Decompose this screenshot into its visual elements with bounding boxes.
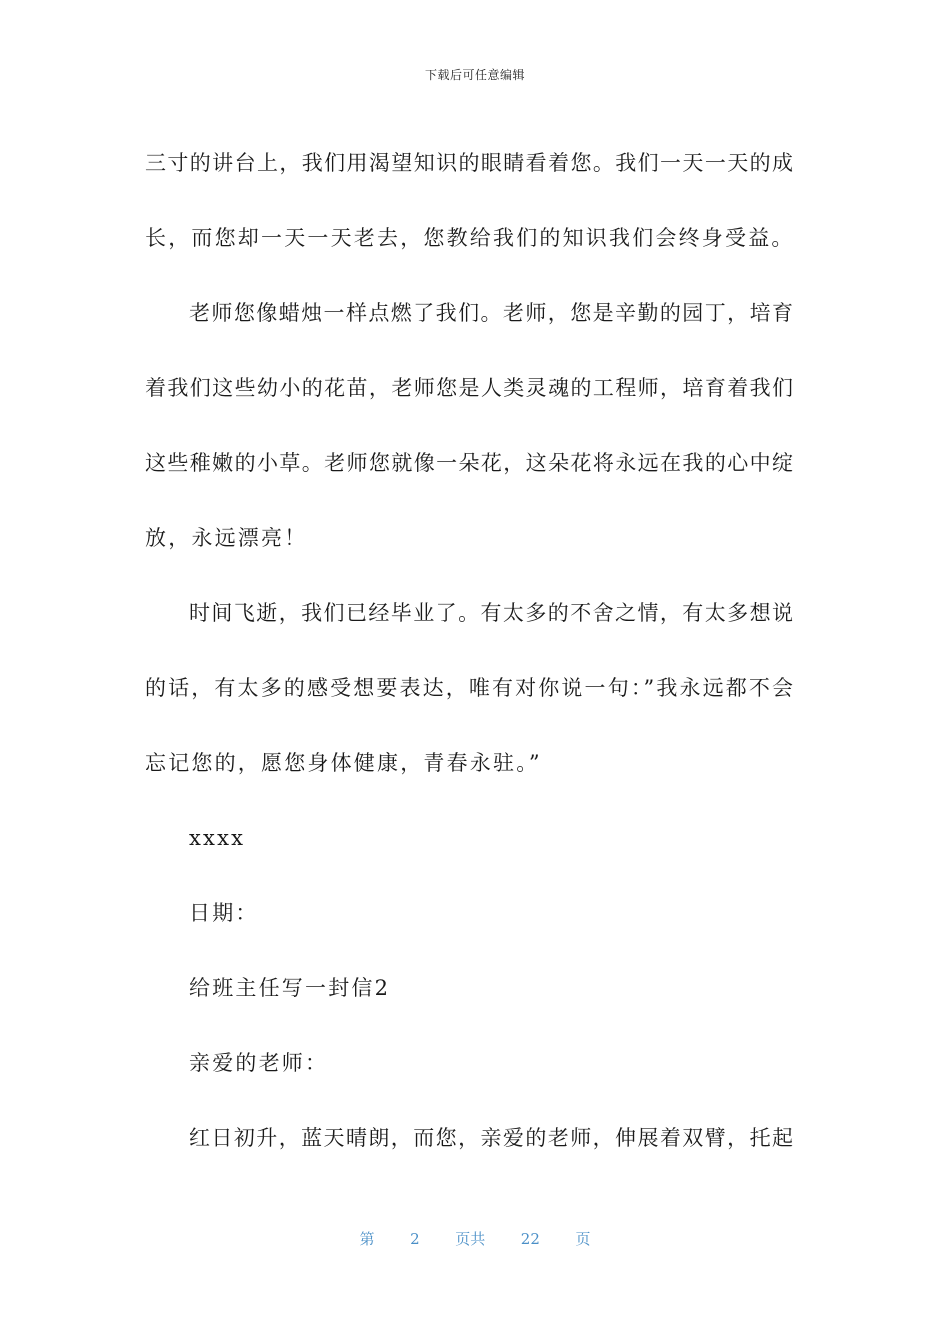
footer-middle: 页共 bbox=[455, 1230, 486, 1248]
paragraph-line: 红日初升，蓝天晴朗，而您，亲爱的老师，伸展着双臂，托起 bbox=[189, 1126, 793, 1150]
paragraph-line: 三寸的讲台上，我们用渴望知识的眼睛看着您。我们一天一天的成 bbox=[145, 151, 793, 175]
salutation-line: 亲爱的老师： bbox=[189, 1051, 329, 1075]
page-number-footer bbox=[0, 1228, 950, 1249]
footer-prefix: 第 bbox=[359, 1230, 375, 1248]
paragraph-line: 放，永远漂亮！ bbox=[145, 526, 308, 550]
footer-suffix: 页 bbox=[575, 1230, 591, 1248]
paragraph-line: 长，而您却一天一天老去，您教给我们的知识我们会终身受益。 bbox=[145, 226, 795, 250]
paragraph-line: 这些稚嫩的小草。老师您就像一朵花，这朵花将永远在我的心中绽 bbox=[145, 451, 793, 475]
signature-line: xxxx bbox=[189, 826, 246, 850]
section-title: 给班主任写一封信2 bbox=[189, 976, 391, 1000]
footer-current-page: 2 bbox=[410, 1230, 420, 1248]
paragraph-line: 时间飞逝，我们已经毕业了。有太多的不舍之情，有太多想说 bbox=[189, 601, 793, 625]
footer-total-pages: 22 bbox=[520, 1230, 540, 1248]
paragraph-line: 老师您像蜡烛一样点燃了我们。老师，您是辛勤的园丁，培育 bbox=[189, 301, 793, 325]
page-header-note: 下载后可任意编辑 bbox=[424, 68, 525, 82]
paragraph-line: 忘记您的，愿您身体健康，青春永驻。” bbox=[145, 751, 542, 775]
paragraph-line: 的话，有太多的感受想要表达，唯有对你说一句：”我永远都不会 bbox=[145, 676, 793, 700]
date-line: 日期： bbox=[189, 901, 259, 925]
paragraph-line: 着我们这些幼小的花苗，老师您是人类灵魂的工程师，培育着我们 bbox=[145, 376, 793, 400]
document-body bbox=[145, 126, 793, 1176]
